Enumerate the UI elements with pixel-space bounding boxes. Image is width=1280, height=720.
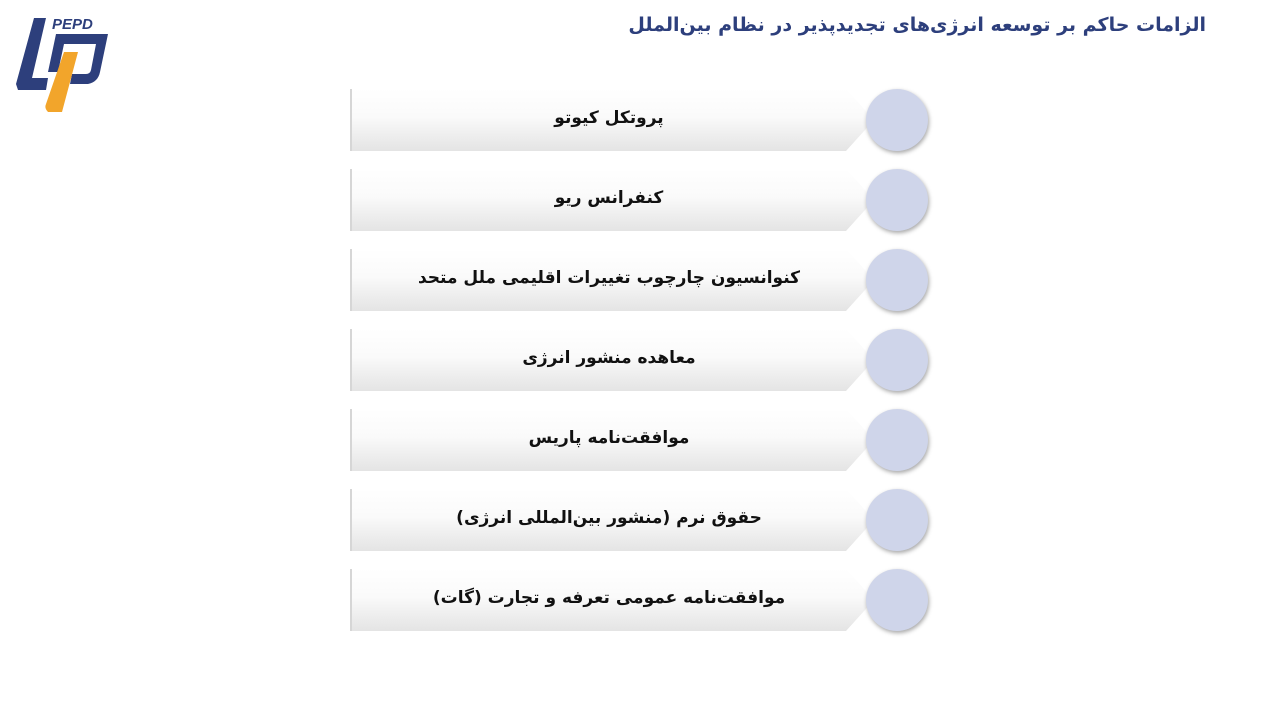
list-item-circle: [866, 169, 928, 231]
list-item-circle: [866, 489, 928, 551]
list-item-label: موافقت‌نامه پاریس: [528, 428, 690, 448]
list-item: [350, 249, 932, 311]
list-item-label: حقوق نرم (منشور بین‌المللی انرژی): [456, 508, 762, 528]
list-item: [350, 489, 932, 551]
list-item: [350, 329, 932, 391]
list-item: [350, 89, 932, 151]
list-item: [350, 409, 932, 471]
list-item-label: پروتکل کیوتو: [554, 108, 664, 128]
agreements-list: [350, 89, 932, 649]
list-item-circle: [866, 329, 928, 391]
list-item: [350, 169, 932, 231]
list-item-label: کنفرانس ریو: [554, 188, 664, 208]
list-item-label: کنوانسیون چارچوب تغییرات اقلیمی ملل متحد: [417, 268, 801, 288]
pepd-logo: [12, 12, 116, 116]
logo-navy-shape: [16, 18, 48, 90]
list-item-circle: [866, 249, 928, 311]
list-item-circle: [866, 569, 928, 631]
list-item: [350, 569, 932, 631]
list-item-circle: [866, 409, 928, 471]
slide-title: الزامات حاکم بر توسعه انرژی‌های تجدیدپذیر در نظام بین‌الملل: [628, 14, 1206, 36]
list-item-label: معاهده منشور انرژی: [522, 348, 696, 368]
list-item-circle: [866, 89, 928, 151]
logo-text: PEPD: [52, 16, 93, 33]
list-item-label: موافقت‌نامه عمومی تعرفه و تجارت (گات): [432, 588, 786, 608]
